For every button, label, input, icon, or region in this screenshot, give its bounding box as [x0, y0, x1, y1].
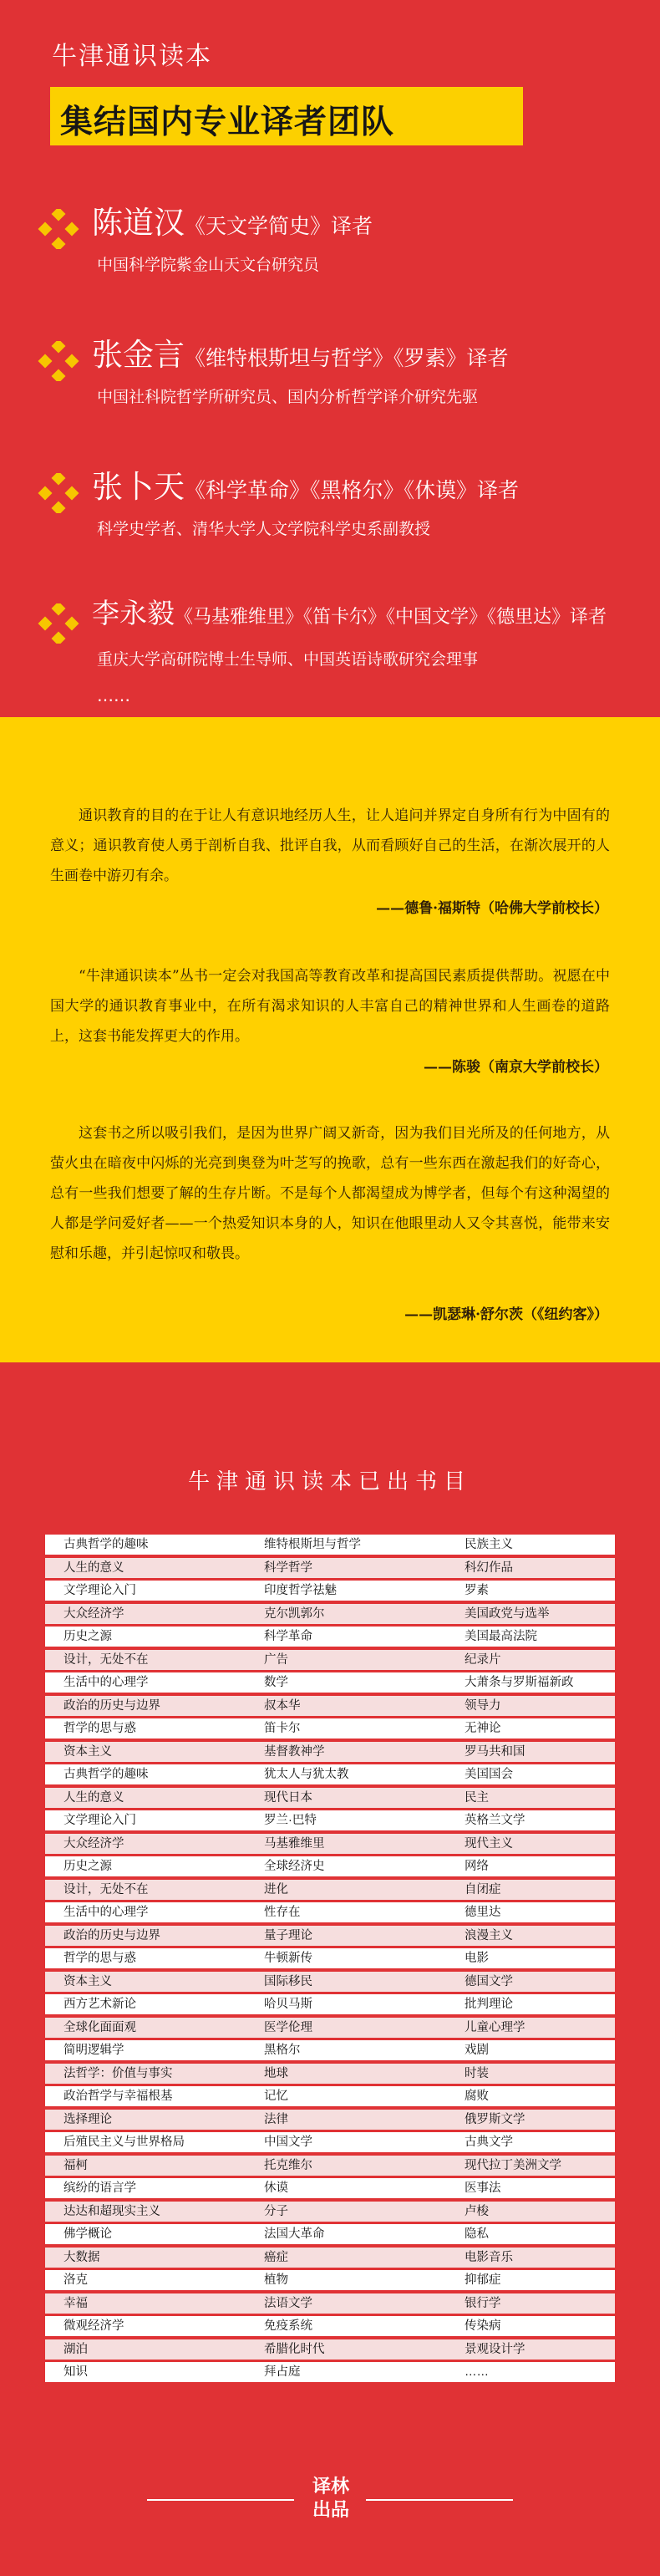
table-cell: 德里达: [465, 1906, 501, 1919]
table-row: [45, 1764, 615, 1784]
table-cell: 后殖民主义与世界格局: [63, 2136, 185, 2149]
table-row: [45, 1972, 615, 1992]
table-row: [45, 1581, 615, 1601]
table-cell: 传染病: [465, 2319, 501, 2333]
table-row: [45, 2362, 615, 2382]
table-cell: 希腊化时代: [264, 2342, 325, 2356]
quote-attribution: ——陈骏（南京大学前校长）: [424, 1059, 608, 1076]
quote-block: [50, 801, 610, 891]
table-cell: 罗素: [465, 1584, 489, 1597]
table-cell: 政治的历史与边界: [63, 1698, 160, 1713]
table-cell: 拜占庭: [264, 2365, 301, 2379]
table-row: [45, 2339, 615, 2360]
table-row: [45, 1696, 615, 1716]
table-cell: 缤纷的语言学: [63, 2181, 136, 2195]
quote-attribution: ——德鲁·福斯特（哈佛大学前校长）: [376, 900, 608, 917]
table-cell: 俄罗斯文学: [465, 2112, 525, 2126]
table-cell: 佛学概论: [63, 2227, 112, 2241]
table-cell: 现代日本: [264, 1790, 312, 1805]
translator-affiliation: 重庆大学高研院博士生导师、中国英语诗歌研究会理事: [97, 650, 479, 669]
table-cell: 叔本华: [264, 1698, 301, 1713]
table-cell: 地球: [264, 2066, 288, 2080]
table-cell: 哈贝马斯: [264, 1998, 312, 2011]
table-cell: 大数据: [63, 2250, 100, 2264]
table-cell: 设计，无处不在: [63, 1882, 149, 1896]
table-cell: 植物: [264, 2273, 288, 2287]
table-row: [45, 2316, 615, 2336]
table-cell: 西方艺术新论: [63, 1998, 136, 2011]
quote-block: [50, 961, 610, 1051]
table-row: [45, 2132, 615, 2152]
table-row: [45, 1810, 615, 1830]
translator-works: 《马基雅维里》《笛卡尔》《中国文学》《德里达》译者: [175, 607, 607, 628]
quote-attribution: ——凯瑟琳·舒尔茨（《纽约客》）: [404, 1306, 608, 1323]
table-cell: 现代拉丁美洲文学: [465, 2158, 561, 2172]
table-cell: 政治哲学与幸福根基: [63, 2090, 173, 2103]
table-cell: 分子: [264, 2204, 288, 2218]
diamond-ornament-icon: [37, 603, 80, 644]
table-cell: 电影音乐: [465, 2250, 513, 2264]
table-row: [45, 1788, 615, 1808]
table-cell: 记忆: [264, 2090, 288, 2103]
table-cell: 中国文学: [264, 2136, 312, 2149]
table-cell: 洛克: [63, 2273, 88, 2287]
table-row: [45, 1880, 615, 1900]
quote-block: [50, 1118, 610, 1269]
table-row: [45, 1948, 615, 1968]
logo-line2: 出品: [312, 2500, 349, 2521]
table-cell: 性存在: [264, 1906, 301, 1919]
table-cell: 免疫系统: [264, 2319, 312, 2333]
table-cell: 福柯: [63, 2158, 88, 2172]
table-cell: 民主: [465, 1790, 489, 1805]
table-cell: 美国最高法院: [465, 1630, 537, 1643]
book-list-table: [45, 1535, 615, 2385]
table-cell: 牛顿新传: [264, 1952, 312, 1965]
table-cell: 休谟: [264, 2181, 288, 2195]
table-cell: 全球经济史: [264, 1860, 325, 1873]
translator-name: 张卜天: [92, 469, 185, 505]
table-cell: 浪漫主义: [465, 1928, 513, 1942]
book-list-title: 牛津通识读本已出书目: [187, 1469, 472, 1494]
translator-name-line: [92, 592, 607, 631]
logo-line1: 译林: [312, 2477, 349, 2497]
translator-name: 陈道汉: [92, 205, 185, 241]
table-row: [45, 1902, 615, 1922]
footer-divider-right: [366, 2499, 513, 2501]
translator-name: 李永毅: [92, 597, 175, 629]
translator-name-line: [92, 329, 509, 374]
table-row: [45, 2086, 615, 2106]
table-cell: 德国文学: [465, 1974, 513, 1988]
diamond-ornament-icon: [37, 341, 80, 381]
banner-text: 集结国内专业译者团队: [60, 104, 395, 141]
table-cell: 大众经济学: [63, 1606, 124, 1621]
table-row: [45, 1650, 615, 1670]
table-cell: 维特根斯坦与哲学: [264, 1538, 361, 1551]
table-cell: 数学: [264, 1676, 288, 1689]
table-cell: 基督教神学: [264, 1744, 325, 1759]
publisher-logo: [309, 2476, 353, 2523]
table-cell: 人生的意义: [63, 1790, 124, 1805]
table-cell: 历史之源: [63, 1630, 112, 1643]
table-cell: 大萧条与罗斯福新政: [465, 1676, 574, 1689]
translator-affiliation: 中国社科院哲学所研究员、国内分析哲学译介研究先驱: [97, 388, 479, 406]
table-cell: 达达和超现实主义: [63, 2204, 160, 2218]
table-row: [45, 2202, 615, 2222]
table-cell: 时装: [465, 2066, 489, 2080]
table-cell: 癌症: [264, 2250, 288, 2264]
table-cell: 戏剧: [465, 2044, 489, 2057]
table-cell: 民族主义: [465, 1538, 513, 1551]
table-cell: 湖泊: [63, 2342, 88, 2356]
quote-text: 通识教育的目的在于让人有意识地经历人生，让人追问并界定自身所有行为中固有的意义；通识教育使人勇于剖析自我、批评自我，从而看顾好自己的生活，在渐次展开的人生画卷中游刃有余。: [50, 807, 610, 884]
table-row: [45, 1856, 615, 1876]
quote-text: 这套书之所以吸引我们，是因为世界广阔又新奇，因为我们目光所及的任何地方，从萤火虫在暗夜中闪烁的光亮到奥登为叶芝写的挽歌，总有一些东西在激起我们的好奇心，总有一些我们想要了解的生存片断。不是每个人都渴望成为博学者，但每个有这种渴望的人都是学问爱好者——一个热爱知识本身的人，知识在他眼里动人又令其喜悦，能带来安慰和乐趣，并引起惊叹和敬畏。: [50, 1125, 610, 1262]
table-cell: 英格兰文学: [465, 1814, 525, 1827]
table-cell: 美国国会: [465, 1768, 513, 1781]
table-cell: 黑格尔: [264, 2044, 301, 2057]
table-row: [45, 2156, 615, 2176]
table-row: [45, 2248, 615, 2268]
table-row: [45, 2293, 615, 2314]
translator-works: 《维特根斯坦与哲学》《罗素》译者: [185, 346, 509, 370]
table-cell: 生活中的心理学: [63, 1906, 149, 1919]
translators-ellipsis: ……: [97, 685, 130, 705]
table-row: [45, 2040, 615, 2060]
table-cell: 量子理论: [264, 1928, 312, 1942]
table-cell: 文学理论入门: [63, 1814, 136, 1827]
table-cell: 纪录片: [465, 1652, 501, 1667]
table-row: [45, 2224, 615, 2244]
series-title: 牛津通识读本: [52, 42, 212, 71]
table-cell: 隐私: [465, 2227, 489, 2241]
table-row: [45, 1994, 615, 2014]
table-cell: 资本主义: [63, 1744, 112, 1759]
table-cell: 全球化面面观: [63, 2020, 136, 2034]
table-cell: 无神论: [465, 1722, 501, 1735]
table-cell: 马基雅维里: [264, 1836, 325, 1851]
translator-works: 《天文学简史》译者: [185, 214, 373, 238]
table-cell: 儿童心理学: [465, 2020, 525, 2034]
table-cell: 法律: [264, 2112, 288, 2126]
table-cell: 罗兰·巴特: [264, 1814, 317, 1827]
quotes-section: [0, 717, 660, 1362]
table-cell: 简明逻辑学: [63, 2044, 124, 2057]
translators-section: [0, 0, 660, 717]
table-cell: 克尔凯郭尔: [264, 1606, 325, 1621]
table-cell: 托克维尔: [264, 2158, 312, 2172]
table-row: [45, 1627, 615, 1647]
table-cell: 古典哲学的趣味: [63, 1538, 149, 1551]
translator-affiliation: 科学史学者、清华大学人文学院科学史系副教授: [97, 520, 431, 538]
table-row: [45, 2018, 615, 2038]
table-cell: 腐败: [465, 2090, 489, 2103]
table-cell: 科学革命: [264, 1630, 312, 1643]
table-cell: 微观经济学: [63, 2319, 124, 2333]
table-row: [45, 1558, 615, 1578]
table-cell: 人生的意义: [63, 1560, 124, 1575]
table-cell: 进化: [264, 1882, 288, 1896]
table-cell: 网络: [465, 1860, 489, 1873]
table-cell: 犹太人与犹太教: [264, 1768, 349, 1781]
table-cell: 古典哲学的趣味: [63, 1768, 149, 1781]
table-cell: 选择理论: [63, 2112, 112, 2126]
table-row: [45, 2270, 615, 2290]
banner: [50, 87, 523, 145]
table-row: [45, 2178, 615, 2198]
table-cell: 哲学的思与惑: [63, 1952, 136, 1965]
table-cell: 资本主义: [63, 1974, 112, 1988]
translator-name-line: [92, 461, 519, 507]
table-cell: 科幻作品: [465, 1560, 513, 1575]
table-cell: 大众经济学: [63, 1836, 124, 1851]
table-cell: 印度哲学祛魅: [264, 1584, 337, 1597]
translator-works: 《科学革命》《黑格尔》《休谟》译者: [185, 478, 520, 502]
table-cell: 设计，无处不在: [63, 1652, 149, 1667]
table-row: [45, 2110, 615, 2130]
table-cell: 银行学: [465, 2296, 501, 2310]
table-row: [45, 1718, 615, 1739]
table-cell: 法国大革命: [264, 2227, 325, 2241]
table-cell: 电影: [465, 1952, 489, 1965]
translator-name-line: [92, 197, 373, 242]
translator-affiliation: 中国科学院紫金山天文台研究员: [97, 256, 320, 274]
table-cell: 现代主义: [465, 1836, 513, 1851]
table-cell: 法语文学: [264, 2296, 312, 2310]
table-row: [45, 1604, 615, 1624]
table-cell: 广告: [264, 1652, 288, 1667]
table-cell: 医事法: [465, 2181, 501, 2195]
table-cell: 知识: [63, 2365, 88, 2379]
table-cell: 自闭症: [465, 1882, 501, 1896]
table-row: [45, 1926, 615, 1946]
table-cell: 笛卡尔: [264, 1722, 301, 1735]
table-cell: 抑郁症: [465, 2273, 501, 2287]
table-row: [45, 1672, 615, 1693]
table-cell: 古典文学: [465, 2136, 513, 2149]
diamond-ornament-icon: [37, 209, 80, 249]
table-cell: 医学伦理: [264, 2020, 312, 2034]
table-cell: 科学哲学: [264, 1560, 312, 1575]
table-cell: 政治的历史与边界: [63, 1928, 160, 1942]
table-row: [45, 1535, 615, 1555]
table-cell: ……: [465, 2365, 489, 2379]
table-cell: 国际移民: [264, 1974, 312, 1988]
table-cell: 罗马共和国: [465, 1744, 525, 1759]
table-cell: 哲学的思与惑: [63, 1722, 136, 1735]
diamond-ornament-icon: [37, 473, 80, 513]
table-cell: 美国政党与选举: [465, 1606, 550, 1621]
table-cell: 法哲学：价值与事实: [63, 2066, 173, 2080]
table-cell: 文学理论入门: [63, 1584, 136, 1597]
table-cell: 领导力: [465, 1698, 501, 1713]
table-cell: 卢梭: [465, 2204, 489, 2218]
table-row: [45, 2064, 615, 2084]
footer-divider-left: [147, 2499, 294, 2501]
table-cell: 生活中的心理学: [63, 1676, 149, 1689]
table-row: [45, 1742, 615, 1762]
table-row: [45, 1834, 615, 1854]
table-cell: 批判理论: [465, 1998, 513, 2011]
quote-text: “牛津通识读本”丛书一定会对我国高等教育改革和提高国民素质提供帮助。祝愿在中国大学的通识教育事业中，在所有渴求知识的人丰富自己的精神世界和人生画卷的道路上，这套书能发挥更大的作用。: [50, 968, 610, 1045]
table-cell: 景观设计学: [465, 2342, 525, 2356]
translator-name: 张金言: [92, 337, 185, 373]
table-cell: 幸福: [63, 2296, 88, 2310]
table-cell: 历史之源: [63, 1860, 112, 1873]
